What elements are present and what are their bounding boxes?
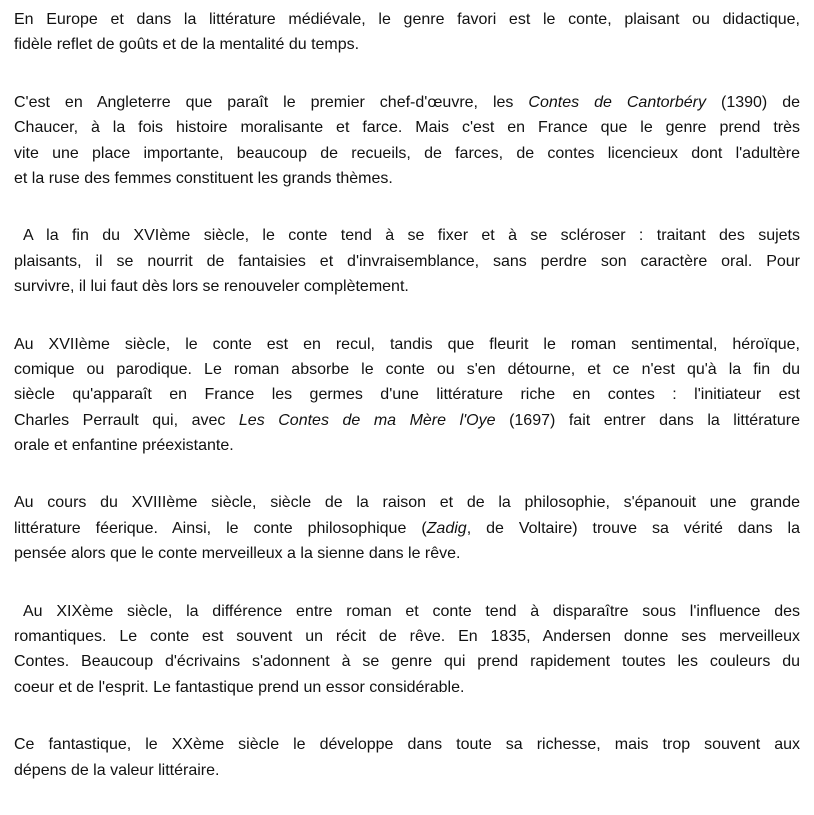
paragraph — [14, 490, 800, 566]
paragraph — [14, 90, 800, 192]
text-segment: , de Voltaire) trouve sa vérité dans la — [466, 519, 801, 537]
paragraph — [14, 732, 800, 783]
text-segment: Ce fantastique, le XXème siècle le développe dans toute sa richesse, mais trop souvent aux — [14, 736, 800, 754]
text-segment: romantiques. Le conte est souvent un récit de rêve. En 1835, Andersen donne ses merveilleux — [14, 628, 800, 646]
text-line — [14, 90, 800, 115]
text-line — [14, 274, 800, 299]
paragraph — [14, 599, 800, 701]
text-segment: et la ruse des femmes constituent les grands thèmes. — [14, 169, 393, 187]
text-line — [14, 141, 800, 166]
text-segment: survivre, il lui faut dès lors se renouveler complètement. — [14, 278, 409, 296]
italic-title: Contes de Cantorbéry — [528, 93, 707, 111]
text-line — [14, 382, 800, 407]
text-line — [14, 732, 800, 757]
text-segment: (1390) de — [706, 93, 801, 111]
paragraph — [14, 332, 800, 459]
text-segment: orale et enfantine préexistante. — [14, 437, 234, 455]
paragraph — [14, 223, 800, 299]
text-segment: Au XVIIème siècle, le conte est en recul, tandis que fleurit le roman sentimental, héroïque, — [14, 335, 800, 353]
text-segment: comique ou parodique. Le roman absorbe le conte ou s'en détourne, et ce n'est qu'à la fin du — [14, 360, 800, 378]
text-segment: fidèle reflet de goûts et de la mentalité du temps. — [14, 36, 360, 54]
italic-title: Les Contes de ma Mère l'Oye — [238, 411, 496, 429]
text-segment: siècle qu'apparaît en France les germes d'une littérature riche en contes : l'initiateur est — [14, 386, 800, 404]
text-segment: pensée alors que le conte merveilleux a la sienne dans le rêve. — [14, 545, 461, 563]
text-line — [14, 624, 800, 649]
text-line — [14, 599, 800, 624]
text-line — [14, 516, 800, 541]
text-segment: C'est en Angleterre que paraît le premier chef-d'œuvre, les — [14, 93, 529, 111]
text-line — [14, 7, 800, 32]
text-line — [14, 408, 800, 433]
text-line — [14, 115, 800, 140]
text-segment: Contes. Beaucoup d'écrivains s'adonnent à se genre qui prend rapidement toutes les couleurs du — [14, 653, 800, 671]
text-segment: dépens de la valeur littéraire. — [14, 761, 220, 779]
text-segment: Au XIXème siècle, la différence entre roman et conte tend à disparaître sous l'influence des — [23, 602, 800, 620]
text-line — [14, 357, 800, 382]
text-line — [14, 223, 800, 248]
text-line — [14, 166, 800, 191]
text-segment: A la fin du XVIème siècle, le conte tend à se fixer et à se scléroser : traitant des sujets — [23, 227, 800, 245]
text-line — [14, 249, 800, 274]
text-line — [14, 649, 800, 674]
text-segment: coeur et de l'esprit. Le fantastique prend un essor considérable. — [14, 678, 465, 696]
italic-title: Zadig — [426, 519, 467, 537]
text-line — [14, 332, 800, 357]
text-segment: Au cours du XVIIIème siècle, siècle de la raison et de la philosophie, s'épanouit une grande — [14, 494, 800, 512]
text-segment: En Europe et dans la littérature médiévale, le genre favori est le conte, plaisant ou didactique, — [14, 11, 800, 28]
text-segment: Charles Perrault qui, avec — [14, 411, 239, 429]
text-line — [14, 490, 800, 515]
document-body — [14, 7, 800, 815]
text-line — [14, 541, 800, 566]
paragraph — [14, 7, 800, 58]
text-line — [14, 32, 800, 57]
text-segment: littérature féerique. Ainsi, le conte philosophique ( — [14, 519, 427, 537]
text-segment: plaisants, il se nourrit de fantaisies et d'invraisemblance, sans perdre son caractère oral. Pour — [14, 252, 800, 270]
text-segment: Chaucer, à la fois histoire moralisante et farce. Mais c'est en France que le genre prend très — [14, 119, 800, 137]
text-line — [14, 675, 800, 700]
text-segment: (1697) fait entrer dans la littérature — [495, 411, 800, 429]
text-segment: vite une place importante, beaucoup de recueils, de farces, de contes licencieux dont l'adultère — [14, 144, 800, 162]
text-line — [14, 758, 800, 783]
text-line — [14, 433, 800, 458]
